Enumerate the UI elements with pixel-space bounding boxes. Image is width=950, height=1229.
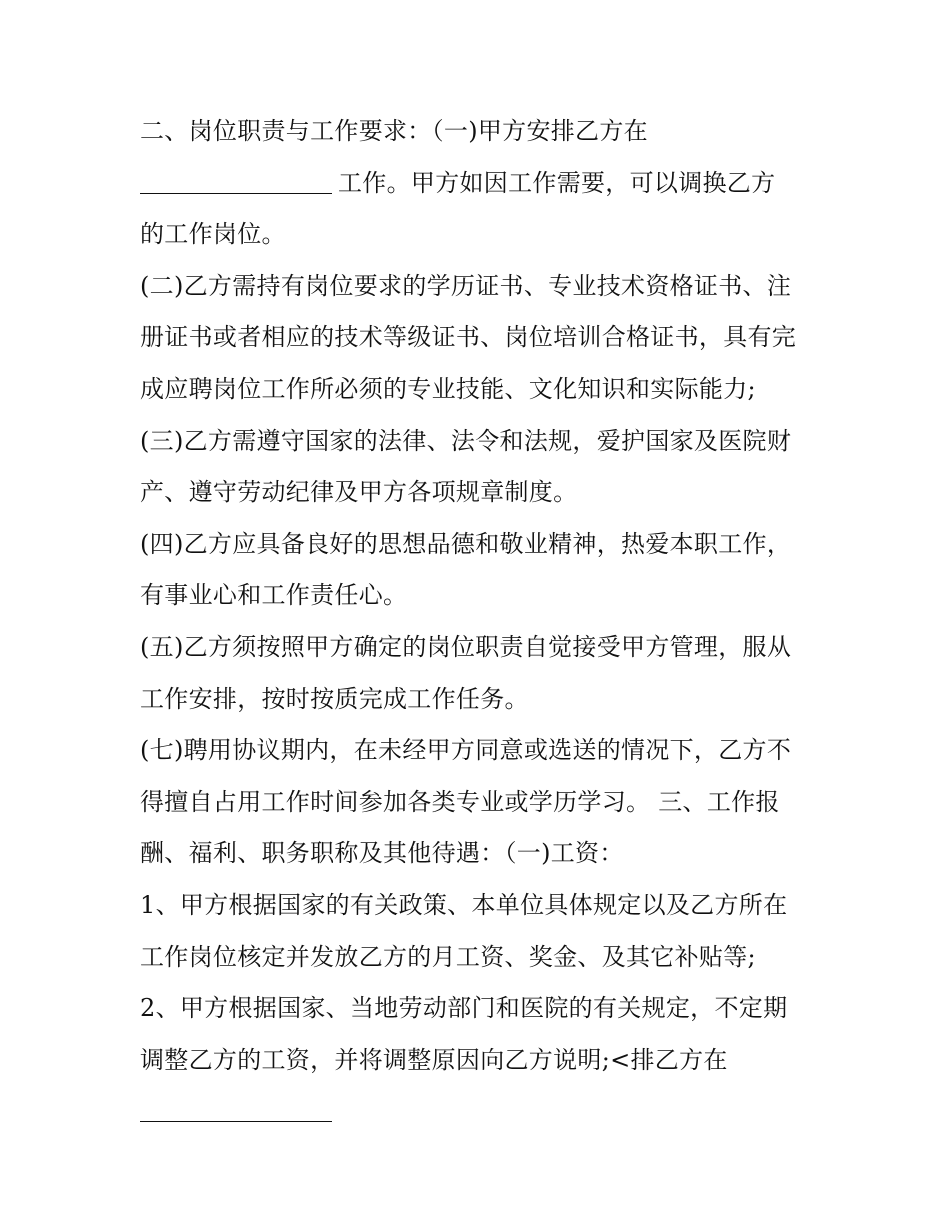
text-line: (二)乙方需持有岗位要求的学历证书、专业技术资格证书、注: [140, 271, 792, 300]
text-line: (七)聘用协议期内，在未经甲方同意或选送的情况下，乙方不: [140, 736, 792, 765]
text-line: 二、岗位职责与工作要求：（一)甲方安排乙方在: [140, 117, 648, 145]
text-line: (四)乙方应具备良好的思想品德和敬业精神，热爱本职工作，: [140, 529, 792, 558]
text-line: 1、甲方根据国家的有关政策、本单位具体规定以及乙方所在: [140, 890, 788, 919]
fill-in-blank: [140, 169, 332, 194]
text-line: (五)乙方须按照甲方确定的岗位职责自觉接受甲方管理，服从: [140, 632, 792, 661]
text-line: 工作安排，按时按质完成工作任务。: [140, 684, 529, 713]
text-line: 产、遵守劳动纪律及甲方各项规章制度。: [140, 478, 578, 507]
text-line: 2、甲方根据国家、当地劳动部门和医院的有关规定，不定期: [140, 994, 788, 1023]
text-line: 有事业心和工作责任心。: [140, 581, 408, 610]
text-line: 成应聘岗位工作所必须的专业技能、文化知识和实际能力;: [140, 374, 756, 403]
text-line: 工作岗位核定并发放乙方的月工资、奖金、及其它补贴等;: [140, 942, 756, 971]
text-line: 得擅自占用工作时间参加各类专业或学历学习。 三、工作报: [140, 787, 780, 816]
text-line: (三)乙方需遵守国家的法律、法令和法规，爱护国家及医院财: [140, 426, 792, 455]
document-body: [140, 106, 820, 1138]
text-line: 工作。甲方如因工作需要，可以调换乙方: [140, 158, 820, 210]
text-line: [140, 1086, 820, 1138]
text-line: 酬、福利、职务职称及其他待遇：（一)工资：: [140, 839, 624, 868]
text-line: 调整乙方的工资，并将调整原因向乙方说明;<排乙方在: [140, 1045, 728, 1074]
text-line: 的工作岗位。: [140, 220, 286, 249]
fill-in-blank: [140, 1097, 332, 1122]
text-line: 册证书或者相应的技术等级证书、岗位培训合格证书，具有完: [140, 323, 797, 352]
